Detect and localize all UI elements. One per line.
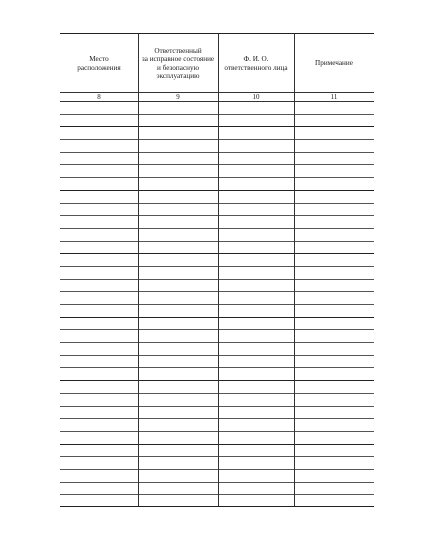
table-row — [60, 419, 374, 432]
table-row — [60, 165, 374, 178]
table-row — [60, 254, 374, 267]
table-header-row — [60, 34, 374, 93]
column-number-11: 11 — [330, 93, 338, 101]
table-row — [60, 495, 374, 508]
table-row — [60, 115, 374, 128]
table-row — [60, 242, 374, 255]
table-body — [60, 102, 374, 506]
table-row — [60, 153, 374, 166]
table-row — [60, 381, 374, 394]
header-responsible-person-text: Ответственный за исправное состояние и безопасную эксплуатацию — [141, 46, 215, 80]
table-row — [60, 483, 374, 496]
header-responsible-person — [138, 34, 218, 93]
header-location — [60, 34, 138, 93]
header-full-name — [218, 34, 294, 93]
table-row — [60, 457, 374, 470]
header-note-text: Примечание — [315, 59, 353, 68]
table-row — [60, 140, 374, 153]
column-divider — [294, 34, 295, 506]
table-row — [60, 407, 374, 420]
column-divider — [218, 34, 219, 506]
table-row — [60, 267, 374, 280]
table-row — [60, 127, 374, 140]
table-row — [60, 292, 374, 305]
table-row — [60, 280, 374, 293]
table-row — [60, 470, 374, 483]
table-row — [60, 343, 374, 356]
table-row — [60, 432, 374, 445]
table-row — [60, 216, 374, 229]
header-note — [294, 34, 374, 93]
table-row — [60, 394, 374, 407]
column-number-9: 9 — [176, 93, 180, 101]
header-location-text: Место расположения — [77, 55, 121, 72]
table-row — [60, 445, 374, 458]
table-row — [60, 204, 374, 217]
column-divider — [138, 34, 139, 506]
table-row — [60, 102, 374, 115]
table-row — [60, 178, 374, 191]
column-number-8: 8 — [97, 93, 101, 101]
column-number-row — [60, 93, 374, 102]
table-row — [60, 305, 374, 318]
table-row — [60, 330, 374, 343]
table-row — [60, 356, 374, 369]
table-row — [60, 229, 374, 242]
table-row — [60, 191, 374, 204]
table-row — [60, 318, 374, 331]
column-number-10: 10 — [252, 93, 260, 101]
register-table — [60, 33, 374, 507]
table-row — [60, 368, 374, 381]
header-full-name-text: Ф. И. О. ответственного лица — [224, 55, 288, 72]
